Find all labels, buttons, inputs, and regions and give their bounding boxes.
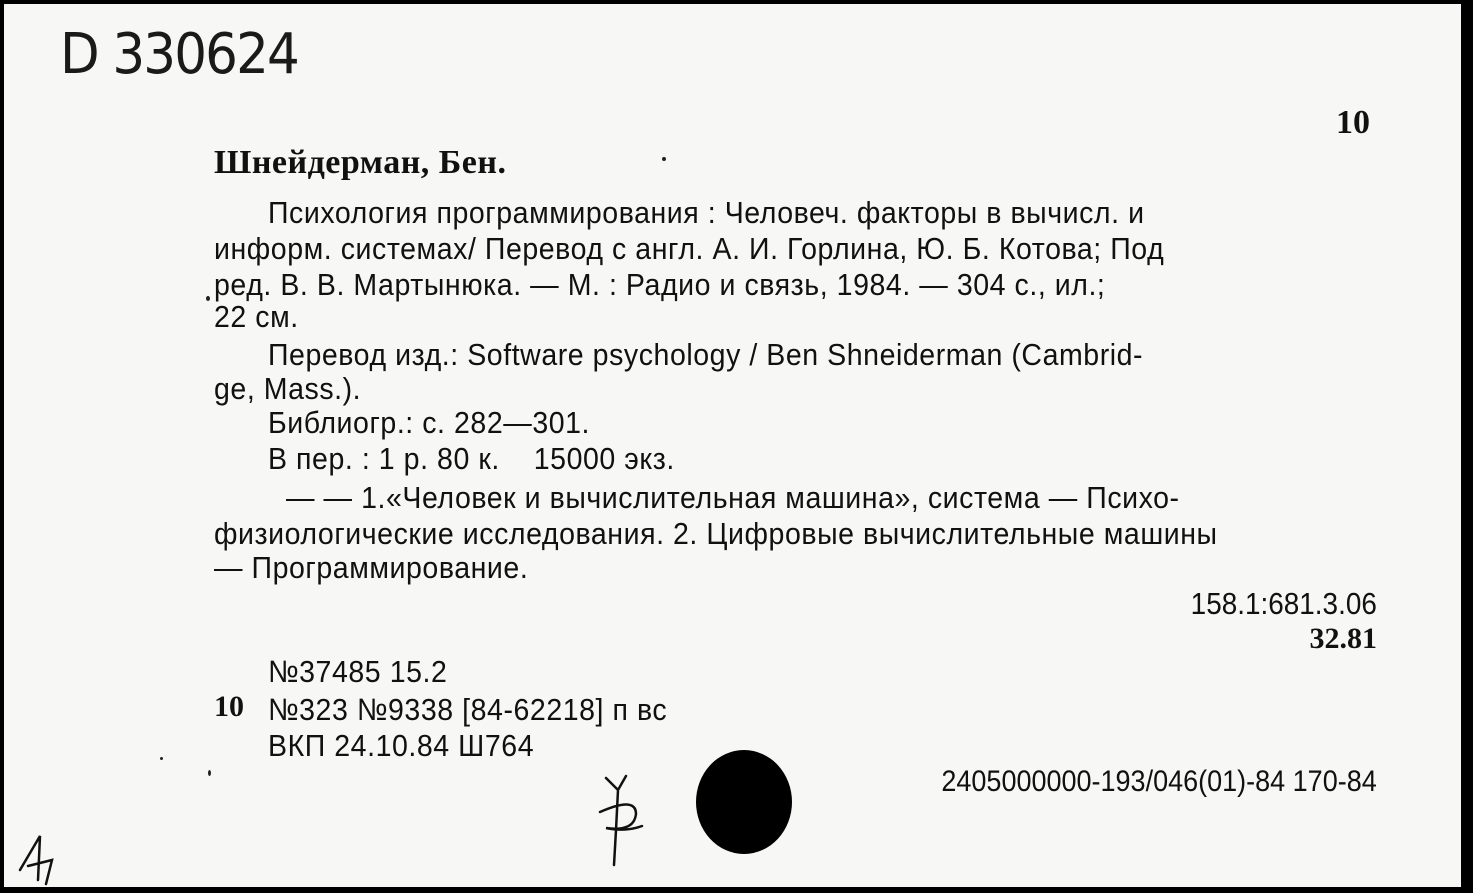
translation-line-1: Перевод изд.: Software psychology / Ben Shneiderman (Cambrid- (268, 337, 1144, 372)
registration-line-2: №323 №9338 [84-62218] п вс (268, 692, 668, 727)
subject-line-3: — Программирование. (214, 550, 529, 585)
ink-speck (208, 770, 211, 776)
scan-edge-top (0, 0, 1473, 4)
bibliography-note: Библиогр.: с. 282—301. (268, 405, 591, 440)
ink-speck (160, 757, 163, 760)
copies-count-left: 10 (214, 690, 244, 723)
description-line-3: ред. В. В. Мартынюка. — М. : Радио и связь, 1984. — 304 с., ил.; (214, 267, 1106, 302)
price-copies-line: В пер. : 1 р. 80 к. 15000 экз. (268, 441, 675, 476)
card-number-right: 10 (1336, 104, 1370, 141)
bbk-index: 32.81 (1309, 622, 1377, 655)
scan-edge-right (1461, 0, 1473, 893)
description-line-1: Психология программирования : Человеч. факторы в вычисл. и (268, 195, 1145, 230)
udc-index: 158.1:681.3.06 (1190, 586, 1377, 621)
subject-line-2: физиологические исследования. 2. Цифровые вычислительные машины (214, 516, 1218, 551)
scan-edge-bottom (0, 887, 1473, 893)
handwritten-numeral-icon (16, 830, 66, 890)
ink-speck (662, 157, 666, 161)
translation-line-2: ge, Mass.). (214, 371, 362, 406)
author-heading: Шнейдерман, Бен. (214, 144, 507, 181)
description-line-4: 22 см. (214, 299, 299, 334)
subject-line-1: — — 1.«Человек и вычислительная машина», система — Психо- (286, 480, 1180, 515)
description-line-2: информ. системах/ Перевод с англ. А. И. Горлина, Ю. Б. Котова; Под (214, 231, 1165, 266)
registration-line-3: ВКП 24.10.84 Ш764 (268, 728, 535, 763)
punch-hole-mark (696, 750, 792, 854)
handwritten-mark-icon (596, 770, 656, 870)
ink-speck (206, 296, 210, 301)
handwritten-card-id: D 330624 (60, 22, 299, 87)
isbn-line: 2405000000-193/046(01)-84 170-84 (941, 765, 1377, 798)
registration-line-1: №37485 15.2 (268, 654, 448, 689)
